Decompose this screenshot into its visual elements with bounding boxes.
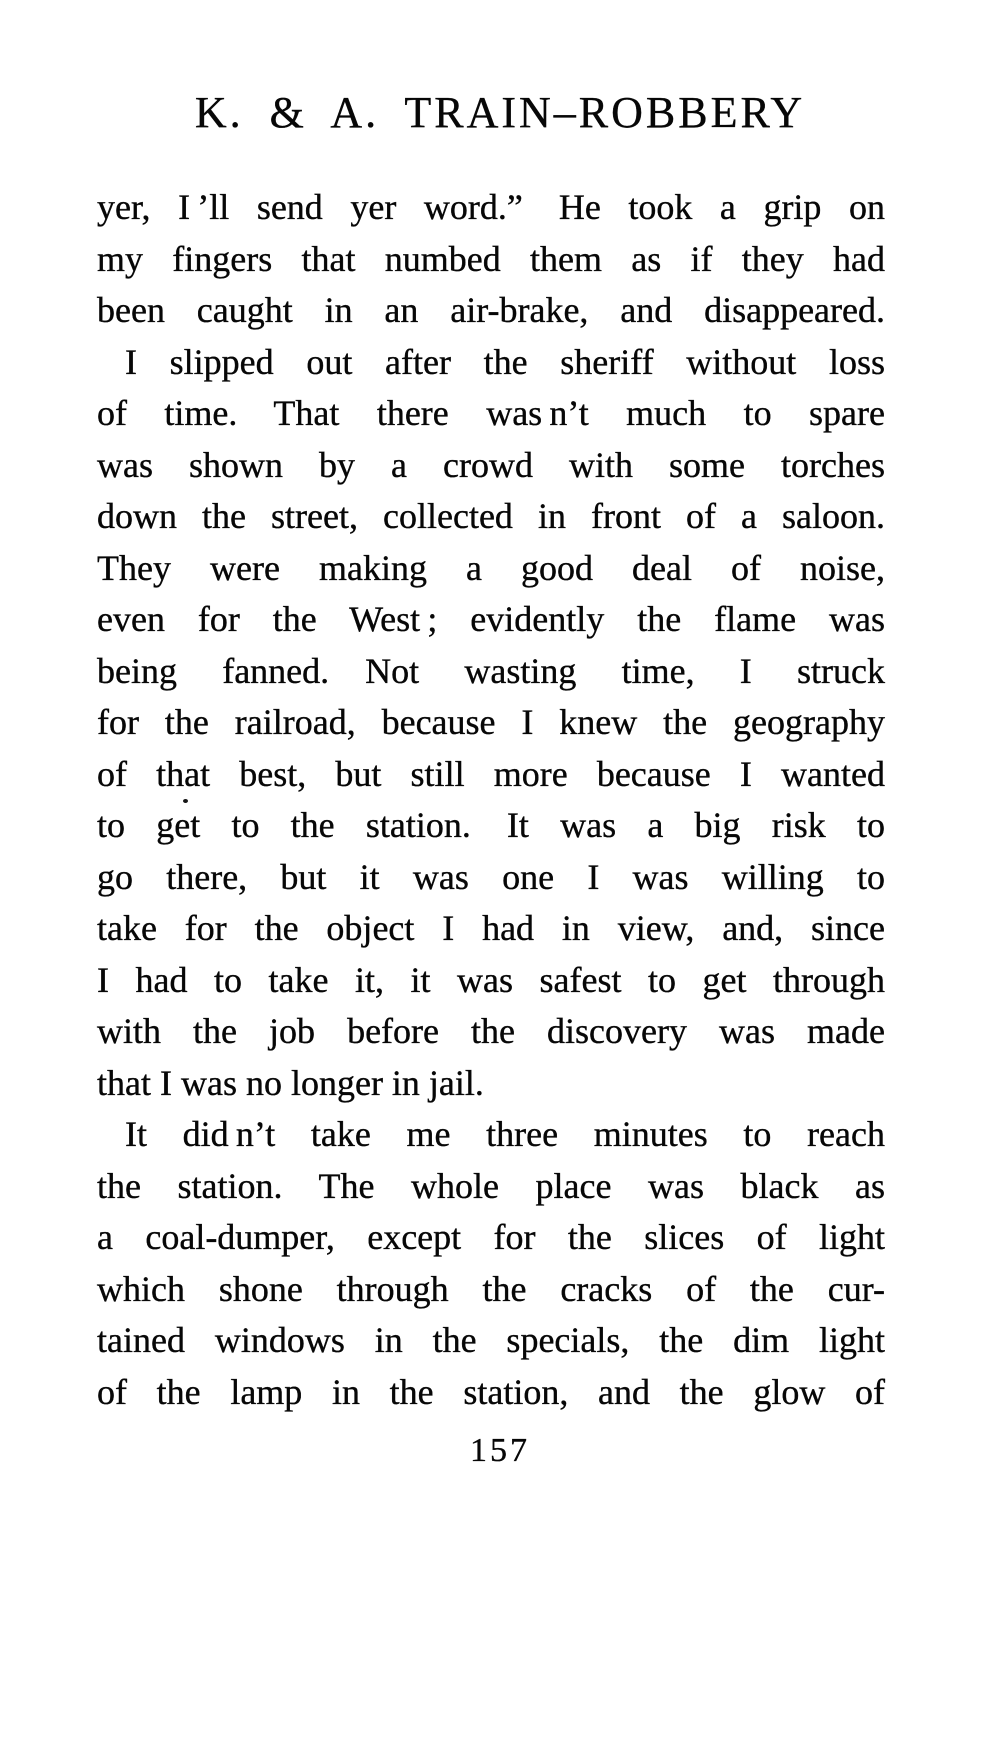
text-line: even for the West ; evidently the flame was xyxy=(97,599,885,639)
text-line-paragraph-start: It did n’t take me three minutes to reach xyxy=(125,1114,885,1154)
text-line: which shone through the cracks of the cur- xyxy=(97,1268,885,1309)
text-line: to get to the station. It was a big risk to xyxy=(97,805,885,845)
text-line: the station. The whole place was black as xyxy=(97,1165,885,1206)
page-number: 157 xyxy=(470,1432,530,1469)
text-line: of the lamp in the station, and the glow of xyxy=(97,1371,885,1412)
text-line: I had to take it, it was safest to get through xyxy=(97,959,885,1000)
text-line: go there, but it was one I was willing to xyxy=(97,856,885,897)
text-line: take for the object I had in view, and, since xyxy=(97,908,885,948)
text-line: with the job before the discovery was made xyxy=(97,1011,885,1051)
text-line: They were making a good deal of noise, xyxy=(97,547,885,588)
text-line: of that best, but still more because I wanted xyxy=(97,753,885,794)
ink-speck xyxy=(183,799,188,803)
text-line: down the street, collected in front of a saloon. xyxy=(97,496,885,536)
text-line: my fingers that numbed them as if they had xyxy=(97,238,885,279)
text-line: of time. That there was n’t much to spare xyxy=(97,393,885,433)
text-line: being fanned. Not wasting time, I struck xyxy=(97,650,885,691)
text-line: a coal-dumper, except for the slices of light xyxy=(97,1217,885,1257)
text-line: was shown by a crowd with some torches xyxy=(97,444,885,485)
page-body xyxy=(97,182,885,1418)
text-line-paragraph-end: that I was no longer in jail. xyxy=(97,1062,484,1103)
running-head-title: K. & A. TRAIN–ROBBERY xyxy=(194,88,806,137)
text-line: tained windows in the specials, the dim light xyxy=(97,1320,885,1360)
text-line: for the railroad, because I knew the geography xyxy=(97,702,885,742)
text-line-paragraph-start: I slipped out after the sheriff without loss xyxy=(125,341,885,382)
text-line: been caught in an air-brake, and disappeared. xyxy=(97,290,885,330)
text-line: yer, I ’ll send yer word.” He took a grip on xyxy=(97,187,885,227)
